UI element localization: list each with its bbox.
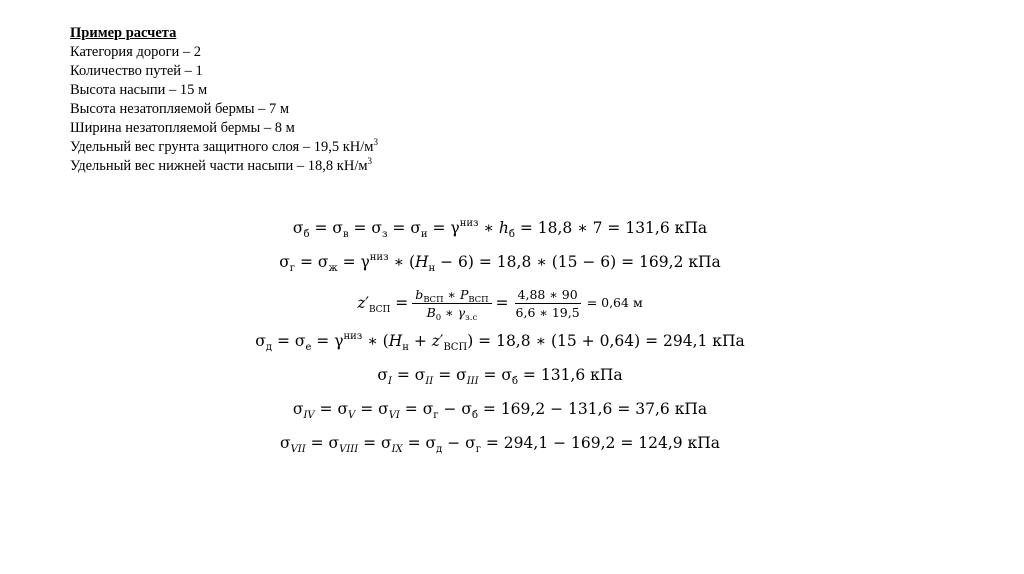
embankment-height-line: Высота насыпи – 15 м	[70, 82, 208, 98]
road-category-line: Категория дороги – 2	[70, 44, 202, 60]
protective-layer-weight-text: Удельный вес грунта защитного слоя – 19,5 кН/м	[70, 139, 374, 155]
z-vsp-numeric-numerator: 4,88 ∗ 90	[515, 286, 581, 304]
formula-z-vsp: $z'_{ВСП}$ = $\frac{b_{ВСП} ∗ P_{ВСП}}{B_0 ∗ \gamma_{з.с}}$ = $\frac{4,88 ∗ 90}{6,6 ∗ 19,5}$ = 0,64 м	[357, 286, 643, 323]
lower-embankment-weight-line	[70, 157, 378, 176]
formula-sigma-i-iii-result: = 131,6 кПа	[518, 366, 623, 384]
berm-width-line: Ширина незатопляемой бермы – 8 м	[70, 120, 295, 136]
z-vsp-symbol: $z'_{ВСП}$ =	[357, 294, 409, 315]
protective-layer-weight-line	[70, 138, 378, 157]
berm-height-line: Высота незатопляемой бермы – 7 м	[70, 101, 290, 117]
formula-sigma-iv-vi: $\sigma_{IV} = \sigma_V = \sigma_{VI} = \sigma_г - \sigma_б = 169,2 - 131,6 = 37,6$ кПа	[292, 400, 708, 421]
z-vsp-symbolic-denominator: $B_0$ ∗ $\gamma_{з.с}$	[426, 304, 478, 323]
z-vsp-numeric-denominator: 6,6 ∗ 19,5	[515, 304, 580, 320]
formula-sigma-d-result: ) = 18,8 ∗ (15 + 0,64) = 294,1 кПа	[467, 332, 745, 350]
lower-embankment-weight-text: Удельный вес нижней части насыпи – 18,8 кН/м	[70, 158, 368, 174]
track-count-line: Количество путей – 1	[70, 63, 203, 79]
formula-sigma-i-iii: $\sigma_I = \sigma_{II} = \sigma_{III} = \sigma_б = 131,6$ кПа	[377, 366, 623, 387]
formula-sigma-g-result: − 6) = 18,8 ∗ (15 − 6) = 169,2 кПа	[435, 253, 721, 271]
formula-sigma-vii-ix-result: = 294,1 − 169,2 = 124,9 кПа	[480, 434, 720, 452]
z-vsp-symbolic-fraction	[412, 286, 491, 321]
z-vsp-numeric-fraction	[513, 286, 583, 321]
z-vsp-symbolic-numerator: $b_{ВСП}$ ∗ $P_{ВСП}$	[412, 286, 491, 304]
calculation-parameters	[70, 24, 378, 176]
formula-sigma-vii-ix: $\sigma_{VII} = \sigma_{VIII} = \sigma_{IX} = \sigma_д - \sigma_г = 294,1 - 169,2 = 124,9$ кПа	[279, 434, 720, 455]
formula-sigma-b-result: = 18,8 ∗ 7 = 131,6 кПа	[514, 219, 708, 237]
formula-sigma-b: $\sigma_б = \sigma_в = \sigma_з = \sigma_и = \gamma^{низ}$ ∗ $h_б = 18,8$ ∗ 7 = 131,6 кПа	[292, 218, 708, 240]
formula-sigma-g: $\sigma_г = \sigma_ж = \gamma^{низ}$ ∗ $(H_н - 6) = 18,8$ ∗ (15 − 6) = 169,2 кПа	[279, 252, 721, 274]
cube-exponent: 3	[367, 156, 373, 166]
formula-sigma-iv-vi-result: = 169,2 − 131,6 = 37,6 кПа	[477, 400, 708, 418]
formula-sigma-d: $\sigma_д = \sigma_е = \gamma^{низ}$ ∗ $(H_н + z'_{ВСП}) = 18,8$ ∗ (15 + 0,64) = 294,1 кПа	[255, 331, 745, 353]
example-title: Пример расчета	[70, 25, 177, 41]
cube-exponent: 3	[373, 137, 378, 147]
z-vsp-result: = 0,64 м	[586, 295, 643, 310]
